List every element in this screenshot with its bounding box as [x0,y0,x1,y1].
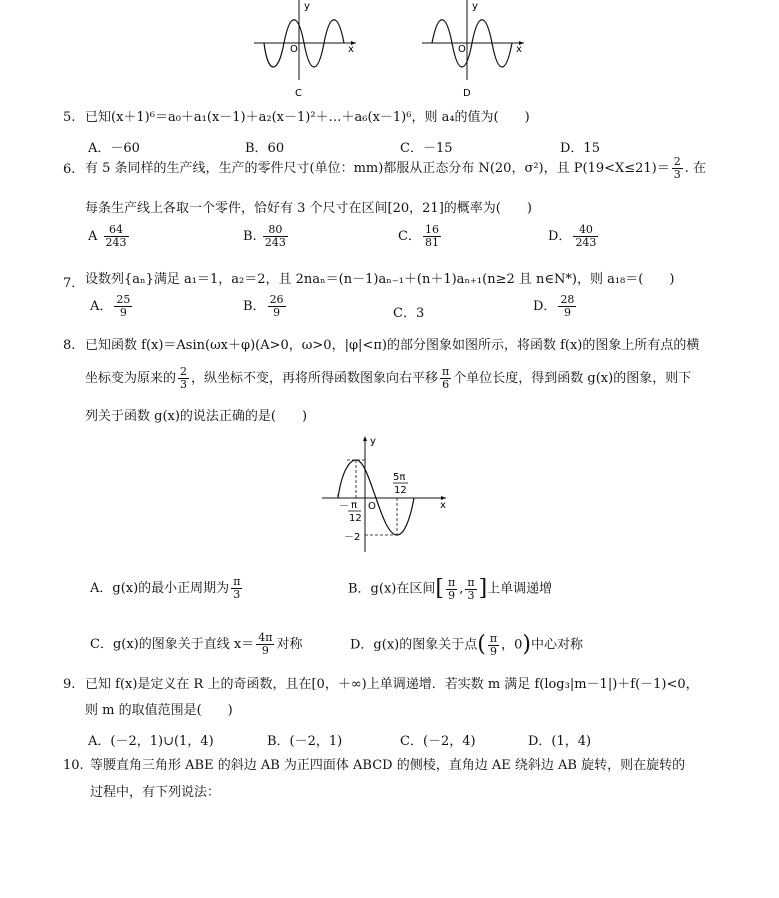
q5-option-a: A．－60 [88,141,140,156]
q8-option-a-den: 3 [233,588,241,601]
q6-option-a-den: 243 [105,236,127,249]
q7-option-b-letter: B． [243,299,266,314]
q7-option-a-letter: A． [90,299,113,314]
q8-graph [318,432,458,557]
graph-d [420,0,530,100]
q6-option-b [243,224,290,249]
q5-option-c: C．－15 [400,141,453,156]
q8-option-b-f2-num: π [467,575,475,589]
q6-option-d [548,224,600,249]
q6-option-c [398,224,443,249]
q6-option-a [88,224,131,249]
q7-option-b-num: 26 [269,293,284,306]
q8-graph-y-label: y [370,436,376,447]
graph-c-label: C [295,88,302,99]
q8-option-c-num: 4π [258,631,273,644]
q8-option-b-text: B．g(x)在区间 [348,581,436,597]
q8-option-a-text: A．g(x)的最小正周期为 [90,581,230,596]
q8-option-d-text: D．g(x)的图象关于点 [350,637,478,653]
q8-frac2-bottom: 6 [442,378,450,391]
q6-line1-post: . 在 [684,161,707,176]
q7-option-a-den: 9 [119,306,127,319]
q8-graph-origin: O [368,501,376,512]
q6-option-d-letter: D． [548,229,572,244]
q8-frac1-bottom: 3 [180,378,188,391]
graph-d-y-label: y [472,1,478,12]
q6-fraction [672,156,683,181]
q8-option-b-f2-den: 3 [467,588,475,602]
q8-line2 [85,362,691,396]
q7-option-b [243,294,288,319]
q5-option-b: B．60 [245,141,285,156]
q7-text: 设数列{aₙ}满足 a₁＝1，a₂＝2，且 2naₙ＝(n－1)aₙ₋₁＋(n＋1)aₙ₊₁(n≥2 且 n∈N*)，则 a₁₈＝( ) [85,272,675,287]
q6-frac-top: 2 [673,155,681,168]
q8-line2-post: 个单位长度，得到函数 g(x)的图象，则下 [453,371,692,386]
q8-option-d-den: 9 [489,644,497,658]
q6-option-a-num: 64 [104,224,129,237]
q8-option-d-zero: ，0 [501,637,523,653]
graph-d-x-label: x [516,44,522,55]
q9-option-c: C．(－2，4) [400,734,476,749]
q7-option-d-den: 9 [563,306,571,319]
q8-graph-left-label-num: π [351,500,358,511]
q10-number: 10. [63,758,84,773]
q7-option-a [90,294,134,319]
graph-c [252,0,362,100]
q6-option-c-den: 81 [424,236,439,249]
q9-line1: 已知 f(x)是定义在 R 上的奇函数，且在[0，＋∞)上单调递增．若实数 m 满足 f(log₃|m－1|)＋f(－1)<0， [85,677,699,692]
q9-line2: 则 m 的取值范围是( ) [85,703,233,718]
q6-frac-bottom: 3 [673,168,681,181]
q7-number: 7． [63,276,85,291]
q9-option-a: A．(－2，1)∪(1，4) [88,734,214,749]
q8-option-d-num: π [489,631,498,645]
q6-option-c-letter: C． [398,229,421,244]
q6-line2: 每条生产线上各取一个零件，恰好有 3 个尺寸在区间[20，21]的概率为( ) [85,201,532,216]
q8-frac1-top: 2 [180,365,188,378]
q8-option-c-text: C．g(x)的图象关于直线 x＝ [90,637,255,652]
q6-option-b-den: 243 [264,236,286,249]
q8-line2-pre: 坐标变为原来的 [85,371,177,386]
q7-option-b-den: 9 [273,306,281,319]
q6-line1 [85,154,706,184]
q10-line2: 过程中，有下列说法： [90,785,221,800]
q9-number: 9. [63,677,76,692]
q8-option-c-den: 9 [261,644,269,657]
q8-graph-x-label: x [440,500,446,511]
q8-number: 8. [63,338,76,353]
q5-number: 5. [63,110,76,125]
q8-option-d: D．g(x)的图象关于点( $\frac{\pi}{9}$ ，0)中心对称 [350,631,583,658]
graph-c-origin: O [290,44,298,55]
graph-c-x-label: x [348,44,354,55]
q8-option-c [90,628,302,662]
q8-graph-top-label-num: 5π [393,472,406,483]
q6-number: 6. [63,162,76,177]
q8-graph-top-label-den: 12 [394,485,407,496]
q7-option-d-letter: D． [533,299,557,314]
q8-option-b-f1-num: π [447,575,456,589]
q6-option-a-letter: A [88,229,98,244]
q5-option-d: D．15 [560,141,600,156]
q10-line1: 等腰直角三角形 ABE 的斜边 AB 为正四面体 ABCD 的侧棱，直角边 AE 绕斜边 AB 旋转，则在旋转的 [90,758,686,773]
q6-option-d-den: 243 [575,236,597,249]
q8-frac2-top: π [442,365,450,378]
q8-option-b: B．g(x)在区间[ $\frac{\pi}{9}$ , $\frac{\pi}{3}$ ]上单调递增 [348,575,553,602]
q7-option-d [533,294,578,319]
q9-option-d: D．(1，4) [528,734,592,749]
q6-option-b-letter: B. [243,229,257,244]
graph-d-origin: O [458,44,466,55]
q6-option-b-num: 80 [263,224,288,237]
q8-graph-neg-sign: － [339,501,349,512]
q6-option-d-num: 40 [573,224,598,237]
q6-line1-pre: 有 5 条同样的生产线，生产的零件尺寸(单位：mm)都服从正态分布 N(20，σ²)，且 P(19<X≤21)＝ [85,161,670,176]
q8-option-b-post: 上单调递增 [487,581,553,597]
q8-line1: 已知函数 f(x)＝Asin(ωx＋φ)(A>0，ω>0，|φ|<π)的部分图象如图所示，将函数 f(x)的图象上所有点的横 [85,338,700,353]
q9-option-b: B．(－2，1) [267,734,343,749]
graph-c-y-label: y [304,1,310,12]
q8-line3: 列关于函数 g(x)的说法正确的是( ) [85,409,308,424]
q7-option-d-num: 28 [560,293,575,306]
q8-option-c-post: 对称 [276,637,303,652]
q8-line2-mid: ，纵坐标不变，再将所得函数图象向右平移 [191,371,439,386]
q7-option-c: C．3 [393,306,425,321]
q7-option-a-num: 25 [116,293,131,306]
q5-text: 已知(x＋1)⁶＝a₀＋a₁(x－1)＋a₂(x－1)²＋…＋a₆(x－1)⁶，则 a₄的值为( ) [85,110,530,125]
q8-graph-minus-two: －2 [344,532,361,543]
q8-option-b-f1-den: 9 [448,588,456,602]
q8-option-a [90,572,244,606]
q8-graph-left-label-den: 12 [349,513,362,524]
q6-option-c-num: 16 [424,223,439,236]
q8-option-d-post: 中心对称 [530,637,583,653]
graph-d-label: D [463,88,471,99]
q8-option-a-num: π [233,575,241,588]
